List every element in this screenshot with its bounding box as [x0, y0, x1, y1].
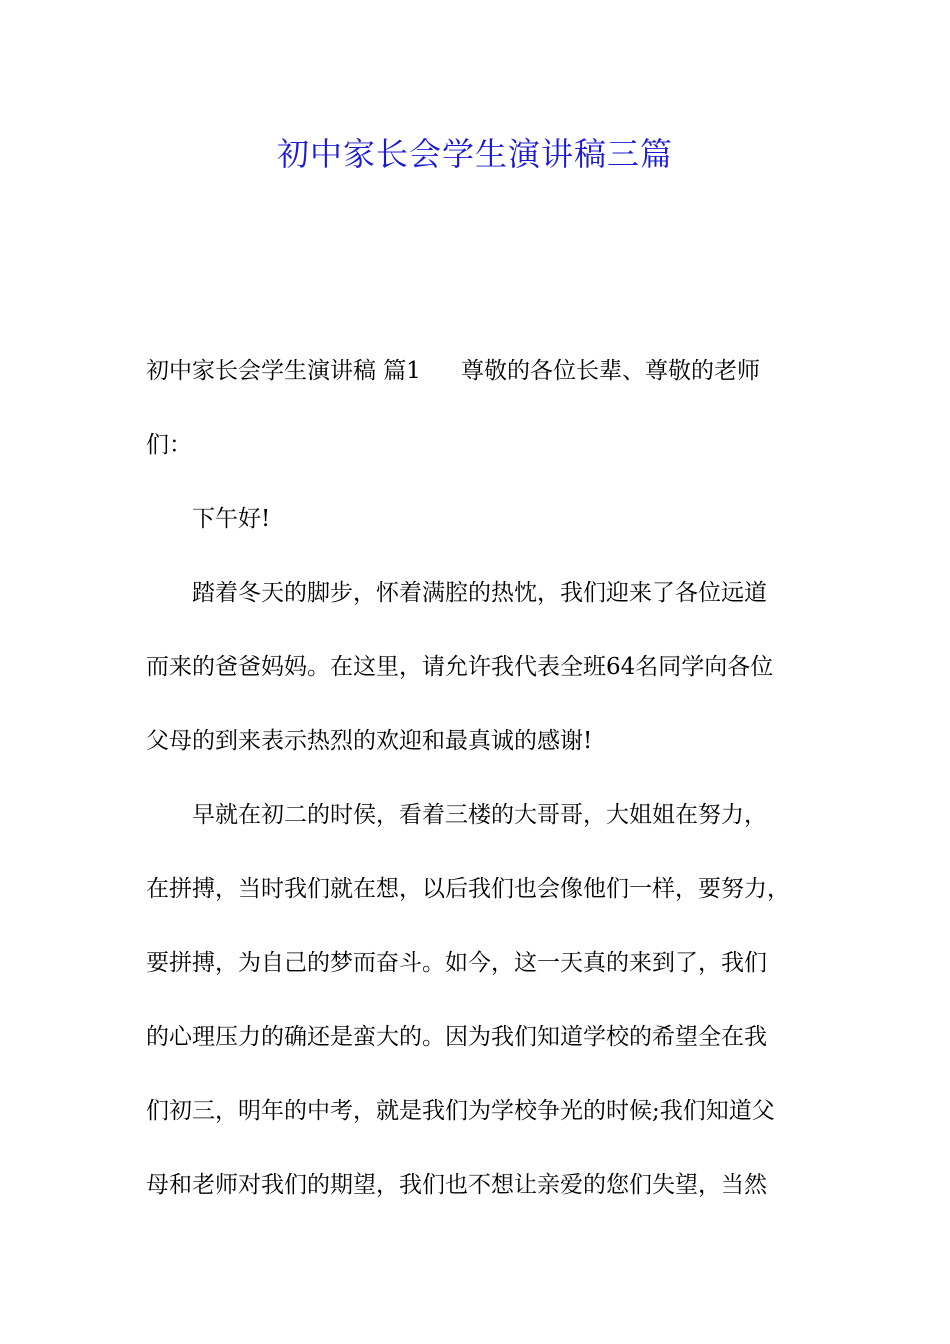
text-line: 在拼搏，当时我们就在想，以后我们也会像他们一样，要努力， [146, 876, 790, 902]
section-heading: 初中家长会学生演讲稿 篇1 [146, 358, 421, 384]
text-span: 尊敬的各位长辈、尊敬的老师 [460, 358, 760, 384]
text-line: 母和老师对我们的期望，我们也不想让亲爱的您们失望，当然 [146, 1172, 767, 1198]
text-line: 而来的爸爸妈妈。在这里，请允许我代表全班64名同学向各位 [146, 654, 774, 680]
text-line: 的心理压力的确还是蛮大的。因为我们知道学校的希望全在我 [146, 1024, 767, 1050]
text-line: 踏着冬天的脚步，怀着满腔的热忱，我们迎来了各位远道 [192, 580, 767, 606]
text-line: 早就在初二的时侯，看着三楼的大哥哥，大姐姐在努力， [192, 802, 767, 828]
text-line: 们： [146, 432, 192, 458]
text-line: 下午好! [192, 506, 271, 532]
text-line: 父母的到来表示热烈的欢迎和最真诚的感谢! [146, 728, 593, 754]
document-body [146, 334, 808, 1222]
text-line [146, 334, 808, 408]
text-line: 们初三，明年的中考，就是我们为学校争光的时候;我们知道父 [146, 1098, 775, 1124]
text-line: 要拼搏，为自己的梦而奋斗。如今，这一天真的来到了，我们 [146, 950, 767, 976]
document-title: 初中家长会学生演讲稿三篇 [276, 135, 673, 173]
